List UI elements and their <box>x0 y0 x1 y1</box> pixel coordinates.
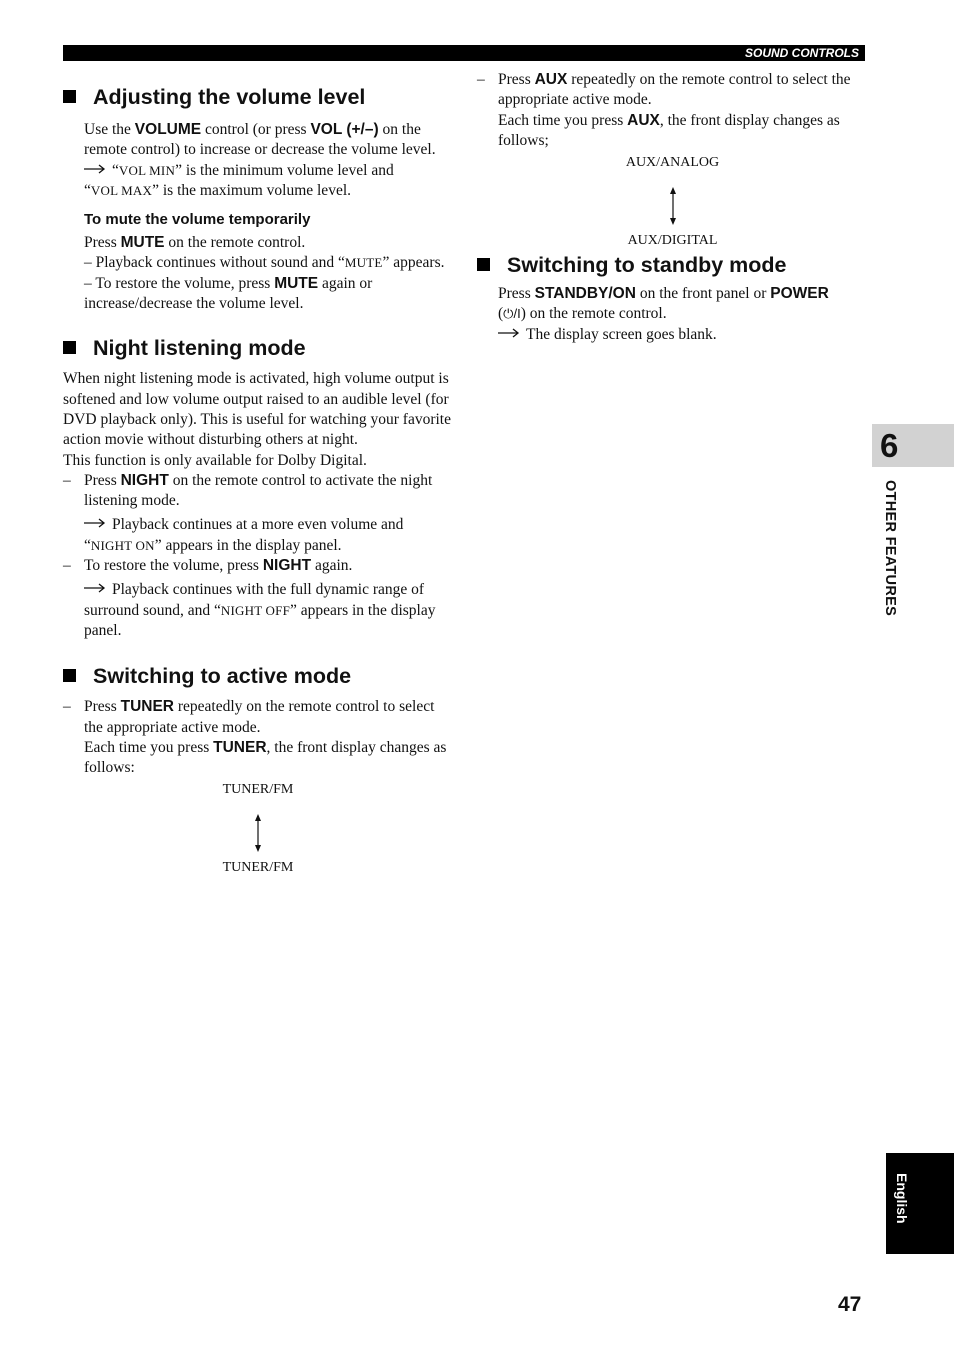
standby-section <box>477 284 872 345</box>
standby-step: Press STANDBY/ON on the front panel or POWER (⏻/I) on the remote control. <box>498 285 829 323</box>
mute-note: – Playback continues without sound and “MUTE” appears. <box>84 254 445 272</box>
right-arrow-icon <box>84 518 106 528</box>
tuner-mode-diagram <box>63 782 453 874</box>
volume-result-max: “VOL MAX” is the maximum volume level. <box>84 181 351 199</box>
tuner-mode-top: TUNER/FM <box>222 782 294 798</box>
double-arrow-icon <box>667 187 679 225</box>
square-bullet-icon <box>477 258 490 271</box>
volume-heading: Adjusting the volume level <box>63 80 453 114</box>
right-column <box>477 70 872 345</box>
header-bar <box>63 45 865 61</box>
chapter-number: 6 <box>880 427 899 464</box>
volume-result-min: “VOL MIN” is the minimum volume level and <box>84 161 453 181</box>
tuner-mode-bottom: TUNER/FM <box>222 860 294 876</box>
page-number: 47 <box>838 1293 862 1316</box>
aux-note: Each time you press AUX, the front display changes as follows; <box>498 111 840 149</box>
mute-heading: To mute the volume temporarily <box>84 211 311 229</box>
language-tab <box>886 1153 954 1254</box>
right-arrow-icon <box>498 328 520 338</box>
chapter-title: OTHER FEATURES <box>882 480 898 617</box>
active-aux-section <box>477 70 872 247</box>
square-bullet-icon <box>63 669 76 682</box>
night-step-restore: – To restore the volume, press NIGHT again. <box>63 557 353 575</box>
section-label: SOUND CONTROLS <box>745 46 859 60</box>
language-label: English <box>894 1173 910 1224</box>
night-dolby: This function is only available for Dolby Digital. <box>63 451 367 469</box>
night-section <box>63 369 453 641</box>
volume-paragraph: Use the VOLUME control (or press VOL (+/–) on the remote control) to increase or decrease the volume level. <box>84 121 436 159</box>
standby-result: The display screen goes blank. <box>498 325 872 345</box>
night-step-activate: – Press NIGHT on the remote control to activate the night listening mode. <box>63 471 433 510</box>
night-intro: When night listening mode is activated, high volume output is softened and low volume output raised to an audible level (for DVD playback only). This is useful for watching your favorite action movie without disturbing others at night. <box>63 370 451 449</box>
night-heading: Night listening mode <box>63 331 453 365</box>
double-arrow-icon <box>252 814 264 852</box>
volume-section <box>63 120 453 314</box>
active-heading: Switching to active mode <box>63 659 453 693</box>
night-result-on: Playback continues at a more even volume and “NIGHT ON” appears in the display panel. <box>84 516 404 554</box>
mute-restore: – To restore the volume, press MUTE again or increase/decrease the volume level. <box>84 274 373 313</box>
aux-mode-bottom: AUX/DIGITAL <box>627 233 718 249</box>
mute-step: Press MUTE on the remote control. <box>84 234 306 252</box>
active-tuner-section <box>63 697 453 874</box>
standby-heading: Switching to standby mode <box>477 248 872 282</box>
aux-step: – Press AUX repeatedly on the remote control to select the appropriate active mode. <box>477 71 851 109</box>
power-icon: ⏻/I <box>503 306 521 322</box>
square-bullet-icon <box>63 341 76 354</box>
aux-mode-top: AUX/ANALOG <box>625 155 720 171</box>
right-arrow-icon <box>84 164 106 174</box>
chapter-tab <box>872 424 954 467</box>
tuner-step: – Press TUNER repeatedly on the remote control to select the appropriate active mode. <box>63 698 435 736</box>
square-bullet-icon <box>63 90 76 103</box>
left-column <box>63 80 453 874</box>
aux-mode-diagram <box>477 155 868 247</box>
night-result-off: Playback continues with the full dynamic range of surround sound, and “NIGHT OFF” appears in the display panel. <box>84 581 436 639</box>
right-arrow-icon <box>84 583 106 593</box>
tuner-note: Each time you press TUNER, the front display changes as follows: <box>84 738 447 777</box>
